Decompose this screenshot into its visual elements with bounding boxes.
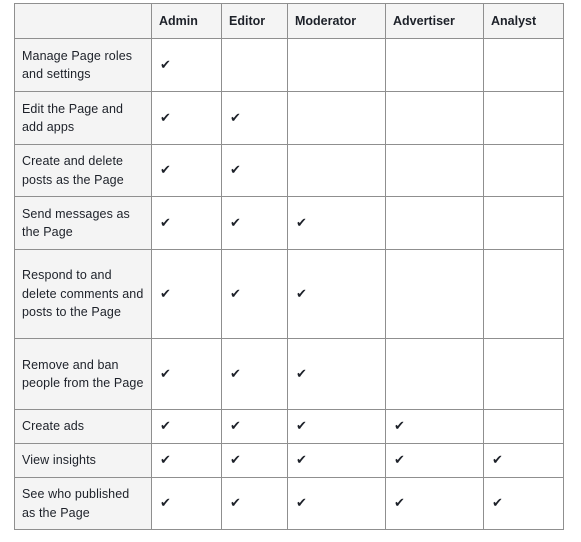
checkmark-icon: ✔ xyxy=(394,453,405,468)
table-row xyxy=(15,339,564,410)
permission-cell xyxy=(152,478,222,530)
checkmark-icon: ✔ xyxy=(394,419,405,434)
permission-cell xyxy=(222,39,288,92)
checkmark-icon: ✔ xyxy=(230,286,241,302)
permission-cell xyxy=(222,444,288,478)
permission-cell xyxy=(386,92,484,145)
permission-cell xyxy=(386,197,484,250)
column-header-admin: Admin xyxy=(152,4,222,39)
table-row xyxy=(15,145,564,197)
permission-label: View insights xyxy=(15,444,152,478)
checkmark-icon: ✔ xyxy=(296,419,307,434)
checkmark-icon: ✔ xyxy=(296,453,307,468)
permission-cell xyxy=(386,478,484,530)
table-row xyxy=(15,39,564,92)
permission-cell xyxy=(484,339,564,410)
permission-cell xyxy=(152,250,222,339)
permission-cell xyxy=(288,250,386,339)
checkmark-icon: ✔ xyxy=(230,453,241,468)
checkmark-icon: ✔ xyxy=(492,453,503,468)
table-header-row xyxy=(15,4,564,39)
permission-label: Send messages as the Page xyxy=(15,197,152,250)
column-header-editor: Editor xyxy=(222,4,288,39)
permission-cell xyxy=(484,39,564,92)
table-row xyxy=(15,410,564,444)
checkmark-icon: ✔ xyxy=(160,286,171,302)
permission-label: See who published as the Page xyxy=(15,478,152,530)
permission-cell xyxy=(386,444,484,478)
permission-cell xyxy=(386,339,484,410)
table-row xyxy=(15,197,564,250)
permission-label: Create and delete posts as the Page xyxy=(15,145,152,197)
permission-label: Manage Page roles and settings xyxy=(15,39,152,92)
permission-cell xyxy=(386,39,484,92)
header-corner-cell xyxy=(15,4,152,39)
permission-cell xyxy=(386,410,484,444)
table-row xyxy=(15,478,564,530)
permission-label: Edit the Page and add apps xyxy=(15,92,152,145)
permission-label: Create ads xyxy=(15,410,152,444)
permission-cell xyxy=(288,39,386,92)
permission-cell xyxy=(152,444,222,478)
checkmark-icon: ✔ xyxy=(160,496,171,511)
page-roles-table xyxy=(14,3,564,530)
permission-cell xyxy=(484,250,564,339)
permission-cell xyxy=(484,145,564,197)
permission-cell xyxy=(288,478,386,530)
permission-cell xyxy=(152,92,222,145)
permission-cell xyxy=(152,339,222,410)
permission-cell xyxy=(484,478,564,530)
checkmark-icon: ✔ xyxy=(394,496,405,511)
checkmark-icon: ✔ xyxy=(230,419,241,434)
checkmark-icon: ✔ xyxy=(230,496,241,511)
checkmark-icon: ✔ xyxy=(296,366,307,382)
checkmark-icon: ✔ xyxy=(160,110,171,126)
permission-cell xyxy=(484,444,564,478)
permission-cell xyxy=(386,145,484,197)
checkmark-icon: ✔ xyxy=(160,215,171,231)
permission-cell xyxy=(288,197,386,250)
permission-cell xyxy=(288,92,386,145)
permission-cell xyxy=(222,410,288,444)
checkmark-icon: ✔ xyxy=(296,496,307,511)
permission-label: Remove and ban people from the Page xyxy=(15,339,152,410)
permission-label: Respond to and delete comments and posts to the Page xyxy=(15,250,152,339)
checkmark-icon: ✔ xyxy=(492,496,503,511)
permission-cell xyxy=(152,39,222,92)
permission-cell xyxy=(222,92,288,145)
table-row xyxy=(15,92,564,145)
permission-cell xyxy=(222,478,288,530)
permission-cell xyxy=(288,339,386,410)
checkmark-icon: ✔ xyxy=(230,110,241,126)
permission-cell xyxy=(152,197,222,250)
checkmark-icon: ✔ xyxy=(160,419,171,434)
column-header-moderator: Moderator xyxy=(288,4,386,39)
checkmark-icon: ✔ xyxy=(160,57,171,73)
permission-cell xyxy=(288,410,386,444)
permission-cell xyxy=(222,250,288,339)
permission-cell xyxy=(386,250,484,339)
permission-cell xyxy=(222,339,288,410)
permission-cell xyxy=(152,145,222,197)
checkmark-icon: ✔ xyxy=(230,366,241,382)
table-row xyxy=(15,444,564,478)
permission-cell xyxy=(484,92,564,145)
column-header-advertiser: Advertiser xyxy=(386,4,484,39)
checkmark-icon: ✔ xyxy=(230,163,241,178)
checkmark-icon: ✔ xyxy=(230,215,241,231)
permission-cell xyxy=(152,410,222,444)
permission-cell xyxy=(222,197,288,250)
permission-cell xyxy=(484,197,564,250)
checkmark-icon: ✔ xyxy=(296,215,307,231)
permission-cell xyxy=(484,410,564,444)
checkmark-icon: ✔ xyxy=(160,366,171,382)
table-row xyxy=(15,250,564,339)
checkmark-icon: ✔ xyxy=(160,163,171,178)
permission-cell xyxy=(288,145,386,197)
checkmark-icon: ✔ xyxy=(160,453,171,468)
checkmark-icon: ✔ xyxy=(296,286,307,302)
column-header-analyst: Analyst xyxy=(484,4,564,39)
permission-cell xyxy=(288,444,386,478)
permission-cell xyxy=(222,145,288,197)
